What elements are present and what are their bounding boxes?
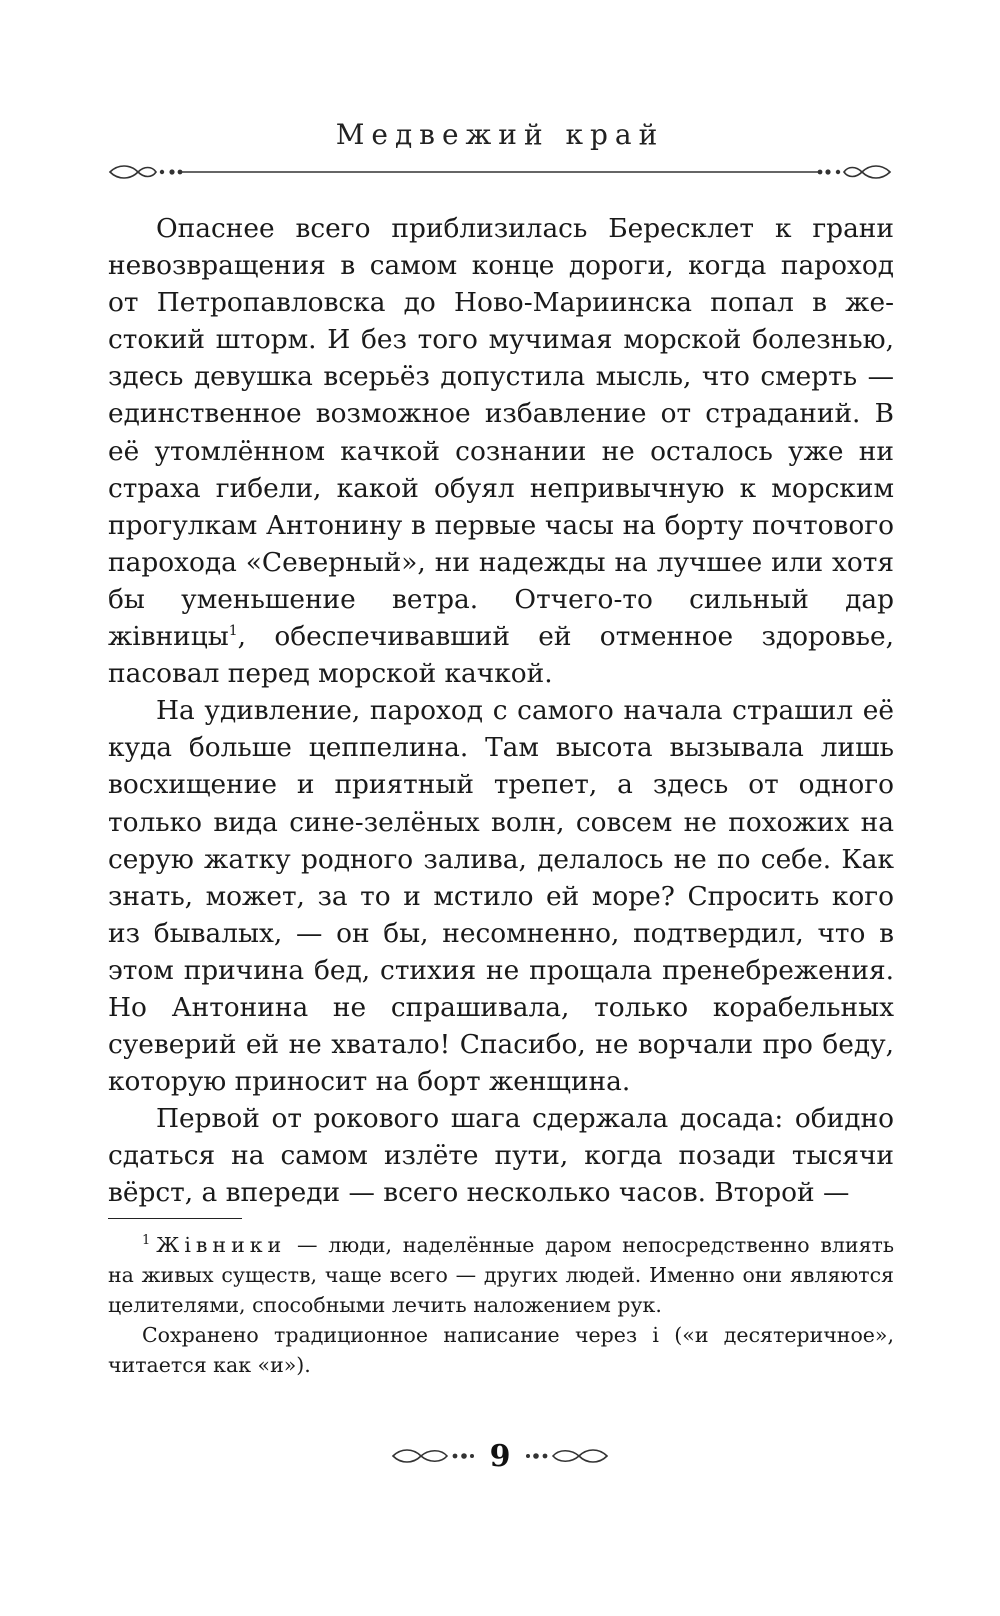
page-number: 9 — [489, 1438, 511, 1474]
folio-left-ornament-icon — [391, 1444, 475, 1468]
footnote-separator — [108, 1218, 242, 1219]
page-folio — [0, 1434, 1000, 1478]
main-text — [108, 210, 894, 1212]
paragraph-3: Первой от рокового шага сдержала досада: обидно сдаться на самом излёте пути, когда позади тысячи вёрст, а впереди — всего несколько часов. Второй — — [108, 1103, 894, 1209]
paragraph-1 — [108, 210, 894, 692]
footnote-1 — [108, 1230, 894, 1320]
footnote-number: 1 — [142, 1233, 151, 1249]
paragraph-1-part-a: Опаснее всего приблизилась Бересклет к грани невозвращения в самом конце дороги, когда пароход от Петропавловска до Ново-Мариинска попал в жестокий шторм. И без того мучимая морской болезнью, здесь девушка всерьёз допустила мысль, что смерть — единственное возможное избавление от страданий. В её утомлённом качкой сознании не осталось уже ни страха гибели, какой обуял непривычную к морским прогулкам Антонину в первые часы на борту почтового парохода «Северный», ни надежды на лучшее или хотя бы уменьшение ветра. Отчего-то сильный дар жiвницы — [108, 213, 894, 653]
ornament-right-flourish — [825, 166, 890, 178]
paragraph-1-part-b: , обеспечивавший ей отменное здоровье, пасовал перед морской качкой. — [108, 621, 894, 690]
header-ornament — [108, 160, 892, 184]
ornament-left-flourish — [110, 166, 175, 178]
paragraph-2: На удивление, пароход с самого начала страшил её куда больше цеппелина. Там высота вызывала лишь восхищение и приятный трепет, а здесь от одного только вида сине-зелёных волн, совсем не похожих на серую жатку родного залива, делалось не по себе. Как знать, может, за то и мстило ей море? Спросить кого из бывалых, — он бы, несомненно, подтвердил, что в этом причина бед, стихия не прощала пренебрежения. Но Антонина не спрашивала, только корабельных суеверий ей не хватало! Спасибо, не ворчали про беду, которую приносит на борт женщина. — [108, 695, 894, 1098]
footnote-reference: 1 — [228, 623, 238, 640]
footnote-term: Жiвники — [156, 1233, 287, 1257]
footnotes — [108, 1230, 894, 1380]
footnote-extra: Сохранено традиционное написание через i («и десятеричное», читается как «и»). — [108, 1323, 894, 1377]
folio-right-ornament-icon — [525, 1444, 609, 1468]
footnote-text: — люди, наделённые даром непосредственно влиять на живых существ, чаще всего — других людей. Именно они являются целителями, способными лечить наложением рук. — [108, 1233, 894, 1317]
running-title: Медвежий край — [335, 118, 665, 151]
